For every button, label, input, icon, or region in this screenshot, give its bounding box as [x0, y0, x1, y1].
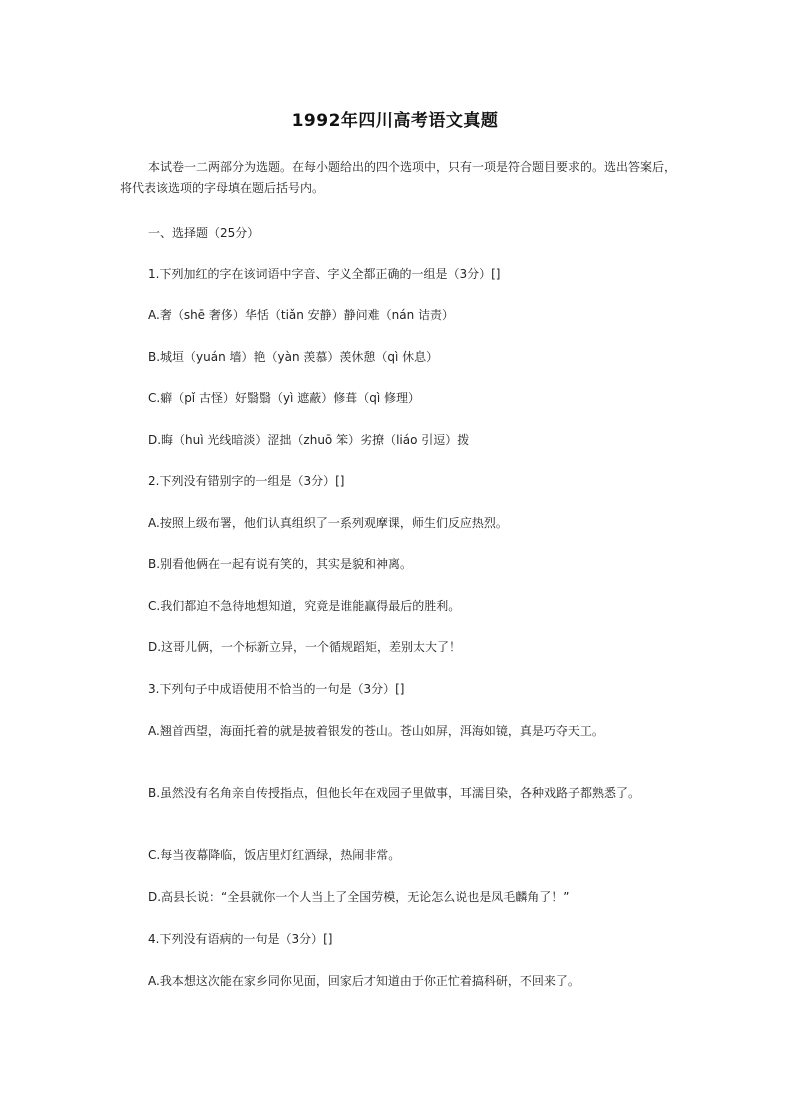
question-1-option-d: D.晦（huì 光线暗淡）涩拙（zhuō 笨）劣撩（liáo 引逗）拨 [148, 433, 470, 447]
question-2-option-c: C.我们都迫不急待地想知道，究竟是谁能赢得最后的胜利。 [148, 599, 461, 613]
document-title: 1992年四川高考语文真题 [291, 111, 499, 131]
question-3-option-c: C.每当夜幕降临，饭店里灯红酒绿，热闹非常。 [148, 848, 401, 862]
question-3-option-b: B.虽然没有名角亲自传授指点，但他长年在戏园子里做事，耳濡目染，各种戏路子都熟悉了。 [148, 786, 641, 800]
question-1-option-a: A.奢（shē 奢侈）华恬（tiǎn 安静）静问难（nán 诘责） [148, 308, 455, 322]
question-4-stem: 4.下列没有语病的一句是（3分）[] [148, 932, 333, 946]
question-2-option-a: A.按照上级布署，他们认真组织了一系列观摩课，师生们反应热烈。 [148, 516, 508, 530]
question-1-option-c: C.癖（pǐ 古怪）好翳翳（yì 遮蔽）修葺（qì 修理） [148, 391, 420, 405]
intro-paragraph: 本试卷一二两部分为选题。在每小题给出的四个选项中，只有一项是符合题目要求的。选出答案后，将代表该选项的字母填在题后括号内。 [120, 160, 677, 195]
question-2-option-b: B.别看他俩在一起有说有笑的，其实是貌和神离。 [148, 557, 413, 571]
question-3-option-a: A.翘首西望，海面托着的就是披着银发的苍山。苍山如屏，洱海如镜，真是巧夺天工。 [148, 724, 604, 738]
question-2-stem: 2.下列没有错别字的一组是（3分）[] [148, 474, 345, 488]
section-heading: 一、选择题（25分） [148, 226, 260, 240]
question-4-option-a: A.我本想这次能在家乡同你见面，回家后才知道由于你正忙着搞科研，不回来了。 [148, 974, 580, 988]
question-3-stem: 3.下列句子中成语使用不恰当的一句是（3分）[] [148, 682, 405, 696]
question-2-option-d: D.这哥儿俩，一个标新立异，一个循规蹈矩，差别太大了！ [148, 640, 462, 654]
question-1-stem: 1.下列加红的字在该词语中字音、字义全都正确的一组是（3分）[] [148, 267, 501, 281]
question-1-option-b: B.城垣（yuán 墙）艳（yàn 羡慕）羡休憩（qì 休息） [148, 350, 439, 364]
question-3-option-d: D.高县长说：“全县就你一个人当上了全国劳模，无论怎么说也是凤毛麟角了！” [148, 890, 570, 904]
